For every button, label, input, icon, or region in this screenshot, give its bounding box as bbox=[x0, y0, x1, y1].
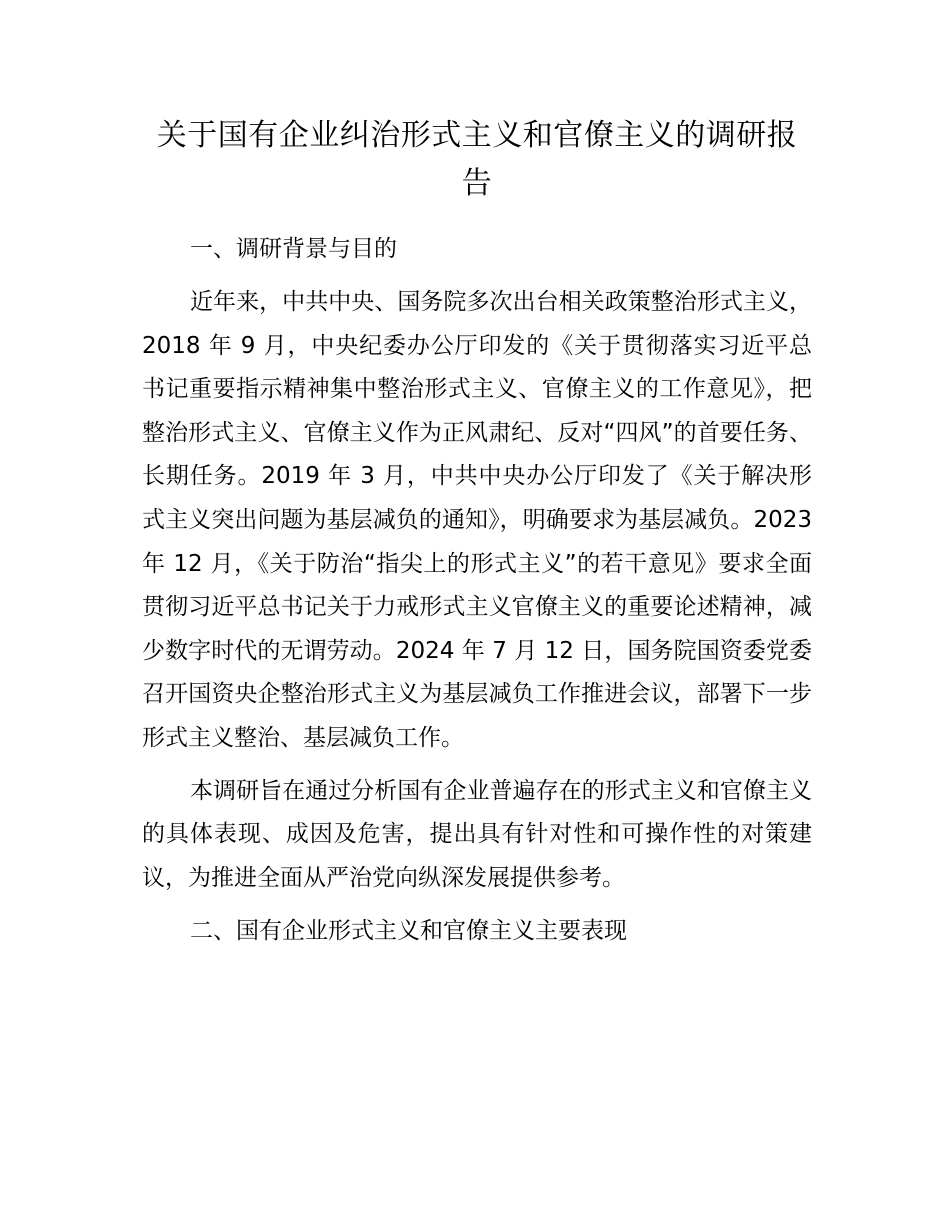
section-heading-manifestations: 二、国有企业形式主义和官僚主义主要表现 bbox=[190, 918, 627, 945]
document-page bbox=[142, 112, 812, 953]
paragraph-policy-background: 近年来，中共中央、国务院多次出台相关政策整治形式主义，2018 年 9 月，中央纪委办公厅印发的《关于贯彻落实习近平总书记重要指示精神集中整治形式主义、官僚主义的工作意见》，把整治形式主义、官僚主义作为正风肃纪、反对“四风”的首要任务、长期任务。2019 年 3 月，中共中央办公厅印发了《关于解决形式主义突出问题为基层减负的通知》，明确要求为基层减负。2023 年 12 月，《关于防治“指尖上的形式主义”的若干意见》要求全面贯彻习近平总书记关于力戒形式主义官僚主义的重要论述精神，减少数字时代的无谓劳动。2024 年 7 月 12 日，国务院国资委党委召开国资央企整治形式主义为基层减负工作推进会议，部署下一步形式主义整治、基层减负工作。 bbox=[142, 289, 812, 751]
paragraph-research-purpose: 本调研旨在通过分析国有企业普遍存在的形式主义和官僚主义的具体表现、成因及危害，提出具有针对性和可操作性的对策建议，为推进全面从严治党向纵深发展提供参考。 bbox=[142, 777, 812, 891]
document-title: 关于国有企业纠治形式主义和官僚主义的调研报告 bbox=[156, 118, 798, 201]
section-heading-background: 一、调研背景与目的 bbox=[190, 236, 397, 262]
